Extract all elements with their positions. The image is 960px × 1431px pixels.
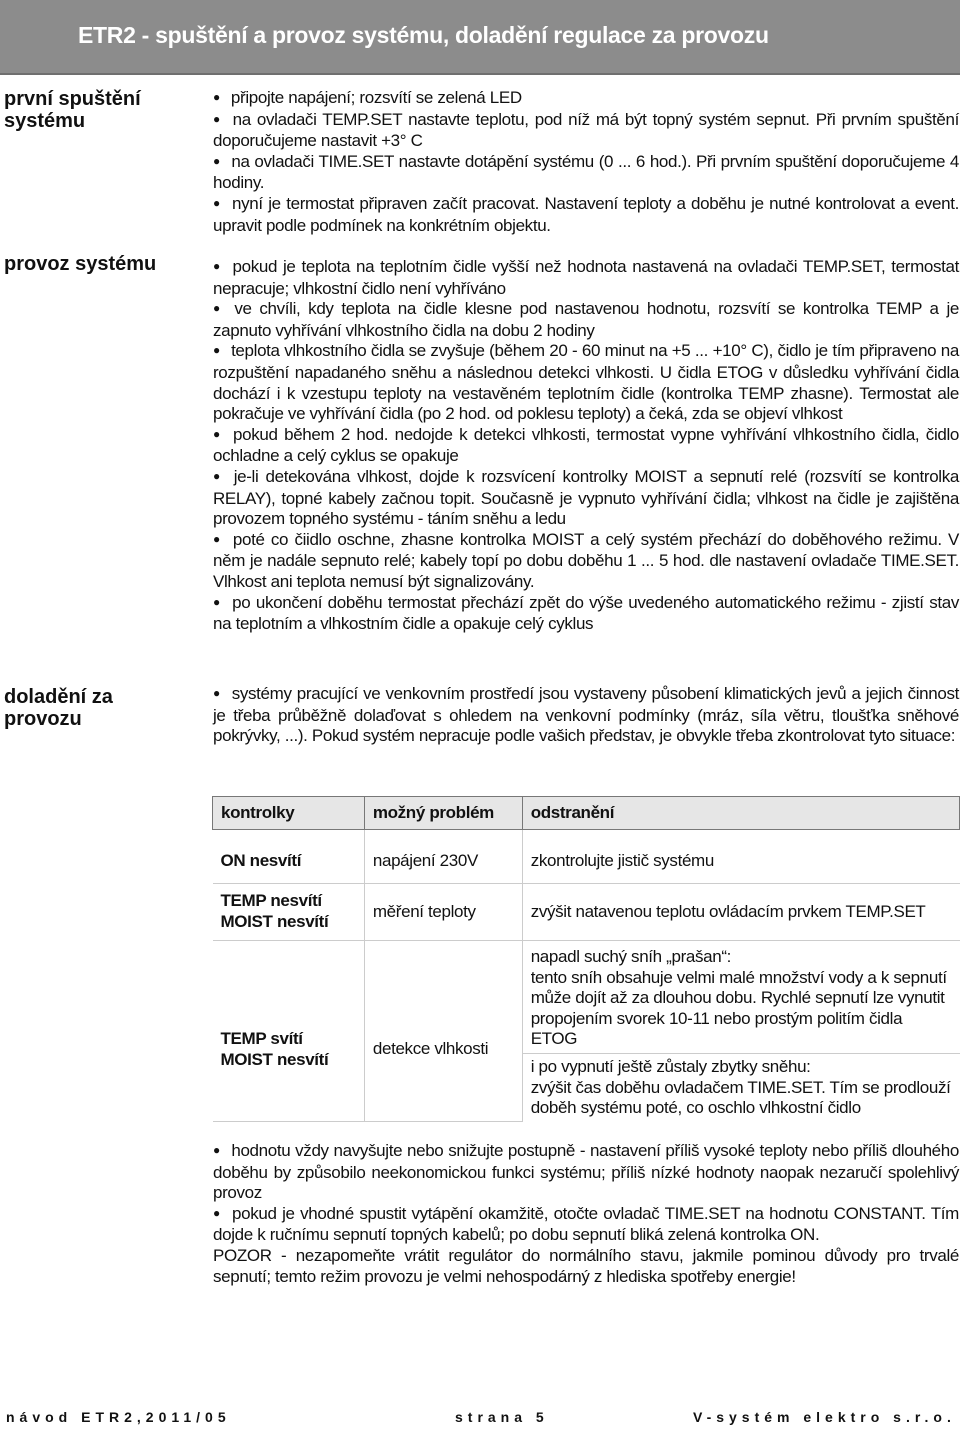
list-item: ● pokud během 2 hod. nedojde k detekci vlhkosti, termostat vypne vyhřívání vlhkostního čidla, čidlo ochladne a celý cyklus se opakuje xyxy=(213,425,959,467)
list-item: ● je-li detekována vlhkost, dojde k rozsvícení kontrolky MOIST a sepnutí relé (rozsvítí se kontrolka RELAY), topné kabely začnou topit. Současně je vypnuto vyhřívání čidla; vlhkost na čidle je zajištěna provozem topného systému - táním sněhu a ledu xyxy=(213,467,959,530)
footer-company: V-systém elektro s.r.o. xyxy=(693,1409,956,1425)
list-item: ● nyní je termostat připraven začít pracovat. Nastavení teploty a doběhu je nutné kontrolovat a event. upravit podle podmínek na konkrétním objektu. xyxy=(213,194,959,236)
list-item: ● teplota vlhkostního čidla se zvyšuje (během 20 - 60 minut na +5 ... +10° C), čidlo je tím připraveno na rozpuštění napadaného sněhu a následnou detekci vlhkosti. U čidla ETOG v důsledku vyhřívání čidla dochází i k vzestupu teploty na vestavěném teplotním čidle (kontrolka TEMP zhasne). Termostat ale pokračuje ve vyhřívání čidla (po 2 hod. od poklesu teploty) a čeká, zda se objeví vlhkost xyxy=(213,341,959,424)
first-start-list xyxy=(213,88,959,236)
page-footer xyxy=(0,1407,960,1431)
list-item: ● pokud je teplota na teplotním čidle vyšší než hodnota nastavená na ovladači TEMP.SET, termostat nepracuje; vlhkostní čidlo není vyhříváno xyxy=(213,257,959,299)
table-cell: měření teploty xyxy=(364,884,522,941)
table-cell: ON nesvítí xyxy=(213,830,365,884)
list-item: ● hodnotu vždy navyšujte nebo snižujte postupně - nastavení příliš vysoké teploty nebo příliš dlouhého doběhu by způsobilo neekonomickou funkci systému; příliš nízké hodnoty naopak nezaručí spolehlivý provoz xyxy=(213,1141,959,1204)
footer-page: strana 5 xyxy=(455,1409,549,1425)
table-header-cell: kontrolky xyxy=(213,797,365,830)
list-item: ● připojte napájení; rozsvítí se zelená LED xyxy=(213,88,959,110)
section-title-tuning: doladění za provozu xyxy=(4,686,113,730)
list-item: ● po ukončení doběhu termostat přechází zpět do výše uvedeného automatického režimu - zjistí stav na teplotním a vlhkostním čidle a opakuje celý cyklus xyxy=(213,593,959,635)
table-cell: napájení 230V xyxy=(364,830,522,884)
page-header xyxy=(0,0,960,75)
list-item: ● systémy pracující ve venkovním prostředí jsou vystaveny působení klimatických jevů a jejich činnost je třeba průběžně dolaďovat s ohledem na venkovní podmínky (mráz, síla větru, tloušťka sněhové pokrývky, ...). Pokud systém nepracuje podle vašich představ, je obvykle třeba zkontrolovat tyto situace: xyxy=(213,684,959,747)
operation-list xyxy=(213,257,959,635)
table-cell: TEMP nesvítí MOIST nesvítí xyxy=(213,884,365,941)
list-item: ● pokud je vhodné spustit vytápění okamžitě, otočte ovladač TIME.SET na hodnotu CONSTANT. Tím dojde k ručnímu sepnutí topných kabelů; po dobu sepnutí bliká zelená kontrolka ON. xyxy=(213,1204,959,1246)
table-row xyxy=(213,941,960,1054)
troubleshooting-table xyxy=(212,796,960,1122)
tuning-intro xyxy=(213,684,959,747)
table-cell: zkontrolujte jistič systému xyxy=(522,830,959,884)
list-item: ● ve chvíli, kdy teplota na čidle klesne pod nastavenou hodnotu, rozsvítí se kontrolka TEMP a je zapnuto vyhřívání vlhkostního čidla na dobu 2 hodiny xyxy=(213,299,959,341)
table-header-cell: možný problém xyxy=(364,797,522,830)
list-item: ● na ovladači TIME.SET nastavte dotápění systému (0 ... 6 hod.). Při prvním spuštění doporučujeme 4 hodiny. xyxy=(213,152,959,194)
table-header-row xyxy=(213,797,960,830)
list-item: ● poté co čiidlo oschne, zhasne kontrolka MOIST a celý systém přechází do doběhového režimu. V něm je nadále sepnuto relé; kabely topí po dobu doběhu 1 ... 5 hod. dle nastavení ovladače TIME.SET. Vlhkost ani teplota nemusí být signalizovány. xyxy=(213,530,959,593)
page-title: ETR2 - spuštění a provoz systému, doladění regulace za provozu xyxy=(78,22,769,48)
table-row xyxy=(213,884,960,941)
table-cell: detekce vlhkosti xyxy=(364,941,522,1122)
table-cell: napadl suchý sníh „prašan“: tento sníh obsahuje velmi malé množství vody a k sepnutí může dojít až za dlouhou dobu. Rychlé sepnutí lze vynutit propojením svorek 10-11 nebo prostým politím čidla ETOG xyxy=(522,941,959,1054)
list-item: ● na ovladači TEMP.SET nastavte teplotu, pod níž má být topný systém sepnut. Při prvním spuštění doporučujeme nastavit +3° C xyxy=(213,110,959,152)
section-title-first-start: první spuštění systému xyxy=(4,88,141,132)
table-row xyxy=(213,830,960,884)
table-cell: TEMP svítí MOIST nesvítí xyxy=(213,941,365,1122)
table-cell: zvýšit natavenou teplotu ovládacím prvkem TEMP.SET xyxy=(522,884,959,941)
footer-left: návod ETR2,2011/05 xyxy=(6,1409,231,1425)
table-header-cell: odstranění xyxy=(522,797,959,830)
section-title-operation: provoz systému xyxy=(4,253,157,275)
warning-text: POZOR - nezapomeňte vrátit regulátor do normálního stavu, jakmile pominou důvody pro trvalé sepnutí; temto režim provozu je velmi nehospodárný z hlediska spotřeby energie! xyxy=(213,1245,959,1286)
tuning-notes xyxy=(213,1141,959,1287)
table-cell: i po vypnutí ještě zůstaly zbytky sněhu: zvýšit čas doběhu ovladačem TIME.SET. Tím se prodlouží doběh systému poté, co oschlo vlhkostní čidlo xyxy=(530,1056,951,1118)
